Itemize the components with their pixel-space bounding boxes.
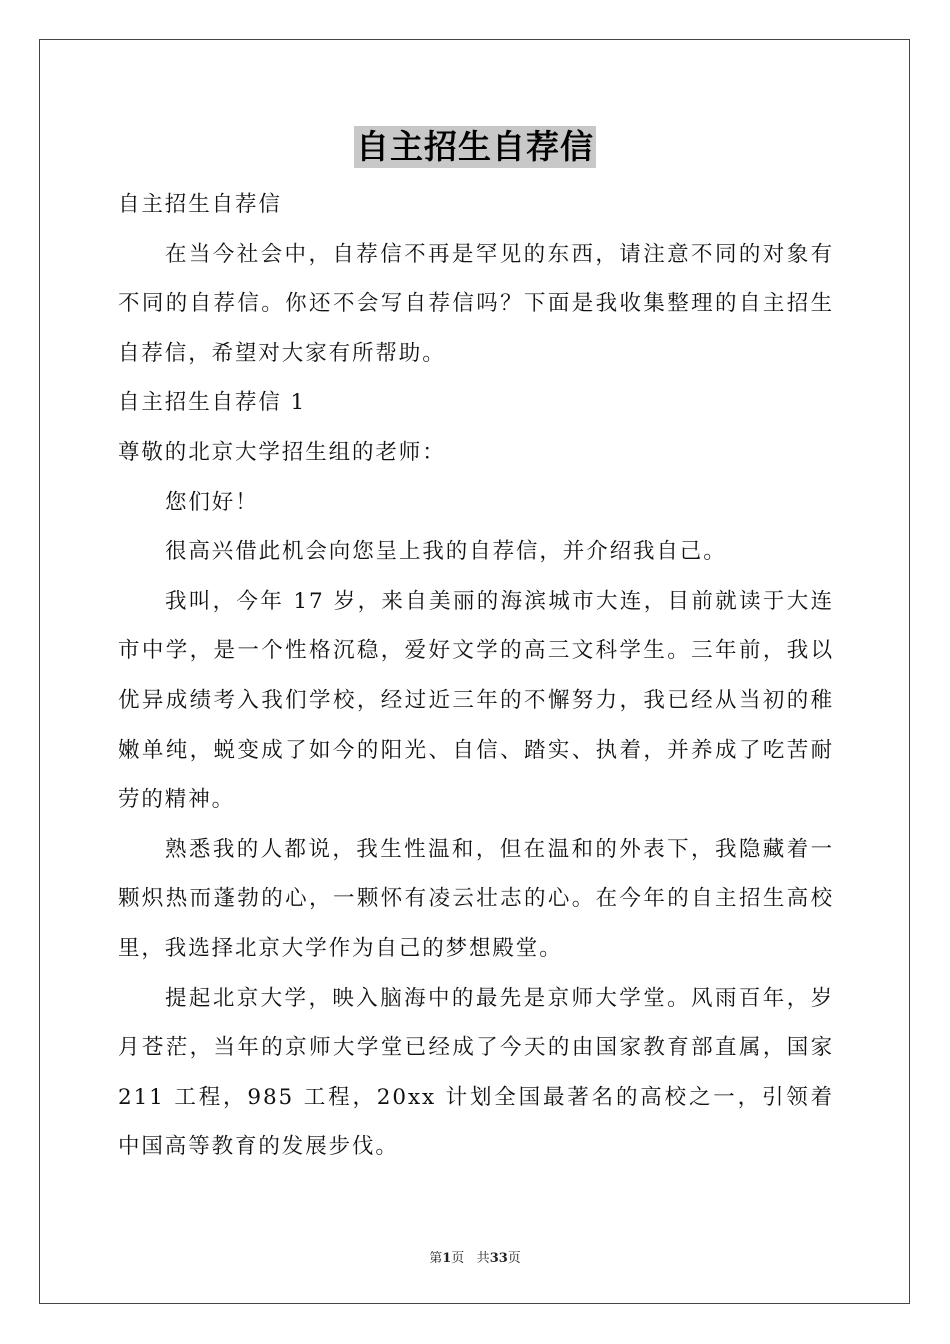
footer-total-prefix: 共 xyxy=(476,1251,490,1266)
footer-total-pages: 33 xyxy=(489,1251,508,1266)
document-body xyxy=(118,180,834,1172)
document-title: 自主招生自荐信 xyxy=(356,127,594,166)
title-container xyxy=(0,126,950,168)
paragraph-greeting: 您们好！ xyxy=(165,489,259,515)
paragraph-section-heading: 自主招生自荐信 1 xyxy=(118,390,307,416)
footer-page-number: 1 xyxy=(442,1251,452,1266)
paragraph-university: 提起北京大学，映入脑海中的最先是京师大学堂。风雨百年，岁月苍茫，当年的京师大学堂已经成了今天的由国家教育部直属，国家 211 工程，985 工程，20xx 计划全国最著名的高校之一，引领着中国高等教育的发展步伐。 xyxy=(118,985,834,1160)
paragraph-salutation: 尊敬的北京大学招生组的老师： xyxy=(118,439,446,465)
footer-page-suffix: 页 xyxy=(451,1251,465,1266)
footer-total-suffix: 页 xyxy=(507,1251,521,1266)
footer-page-prefix: 第 xyxy=(429,1251,443,1266)
paragraph-intro: 在当今社会中，自荐信不再是罕见的东西，请注意不同的对象有不同的自荐信。你还不会写自荐信吗？下面是我收集整理的自主招生自荐信，希望对大家有所帮助。 xyxy=(118,241,834,366)
page-footer xyxy=(0,1247,950,1266)
paragraph-subtitle: 自主招生自荐信 xyxy=(118,192,282,217)
paragraph-opening: 很高兴借此机会向您呈上我的自荐信，并介绍我自己。 xyxy=(165,539,727,565)
paragraph-self-intro: 我叫，今年 17 岁，来自美丽的海滨城市大连，目前就读于大连市中学，是一个性格沉稳，爱好文学的高三文科学生。三年前，我以优异成绩考入我们学校，经过近三年的不懈努力，我已经从当初的稚嫩单纯，蜕变成了如今的阳光、自信、踏实、执着，并养成了吃苦耐劳的精神。 xyxy=(118,588,834,813)
paragraph-character: 熟悉我的人都说，我生性温和，但在温和的外表下，我隐藏着一颗炽热而蓬勃的心，一颗怀有凌云壮志的心。在今年的自主招生高校里，我选择北京大学作为自己的梦想殿堂。 xyxy=(118,836,834,961)
